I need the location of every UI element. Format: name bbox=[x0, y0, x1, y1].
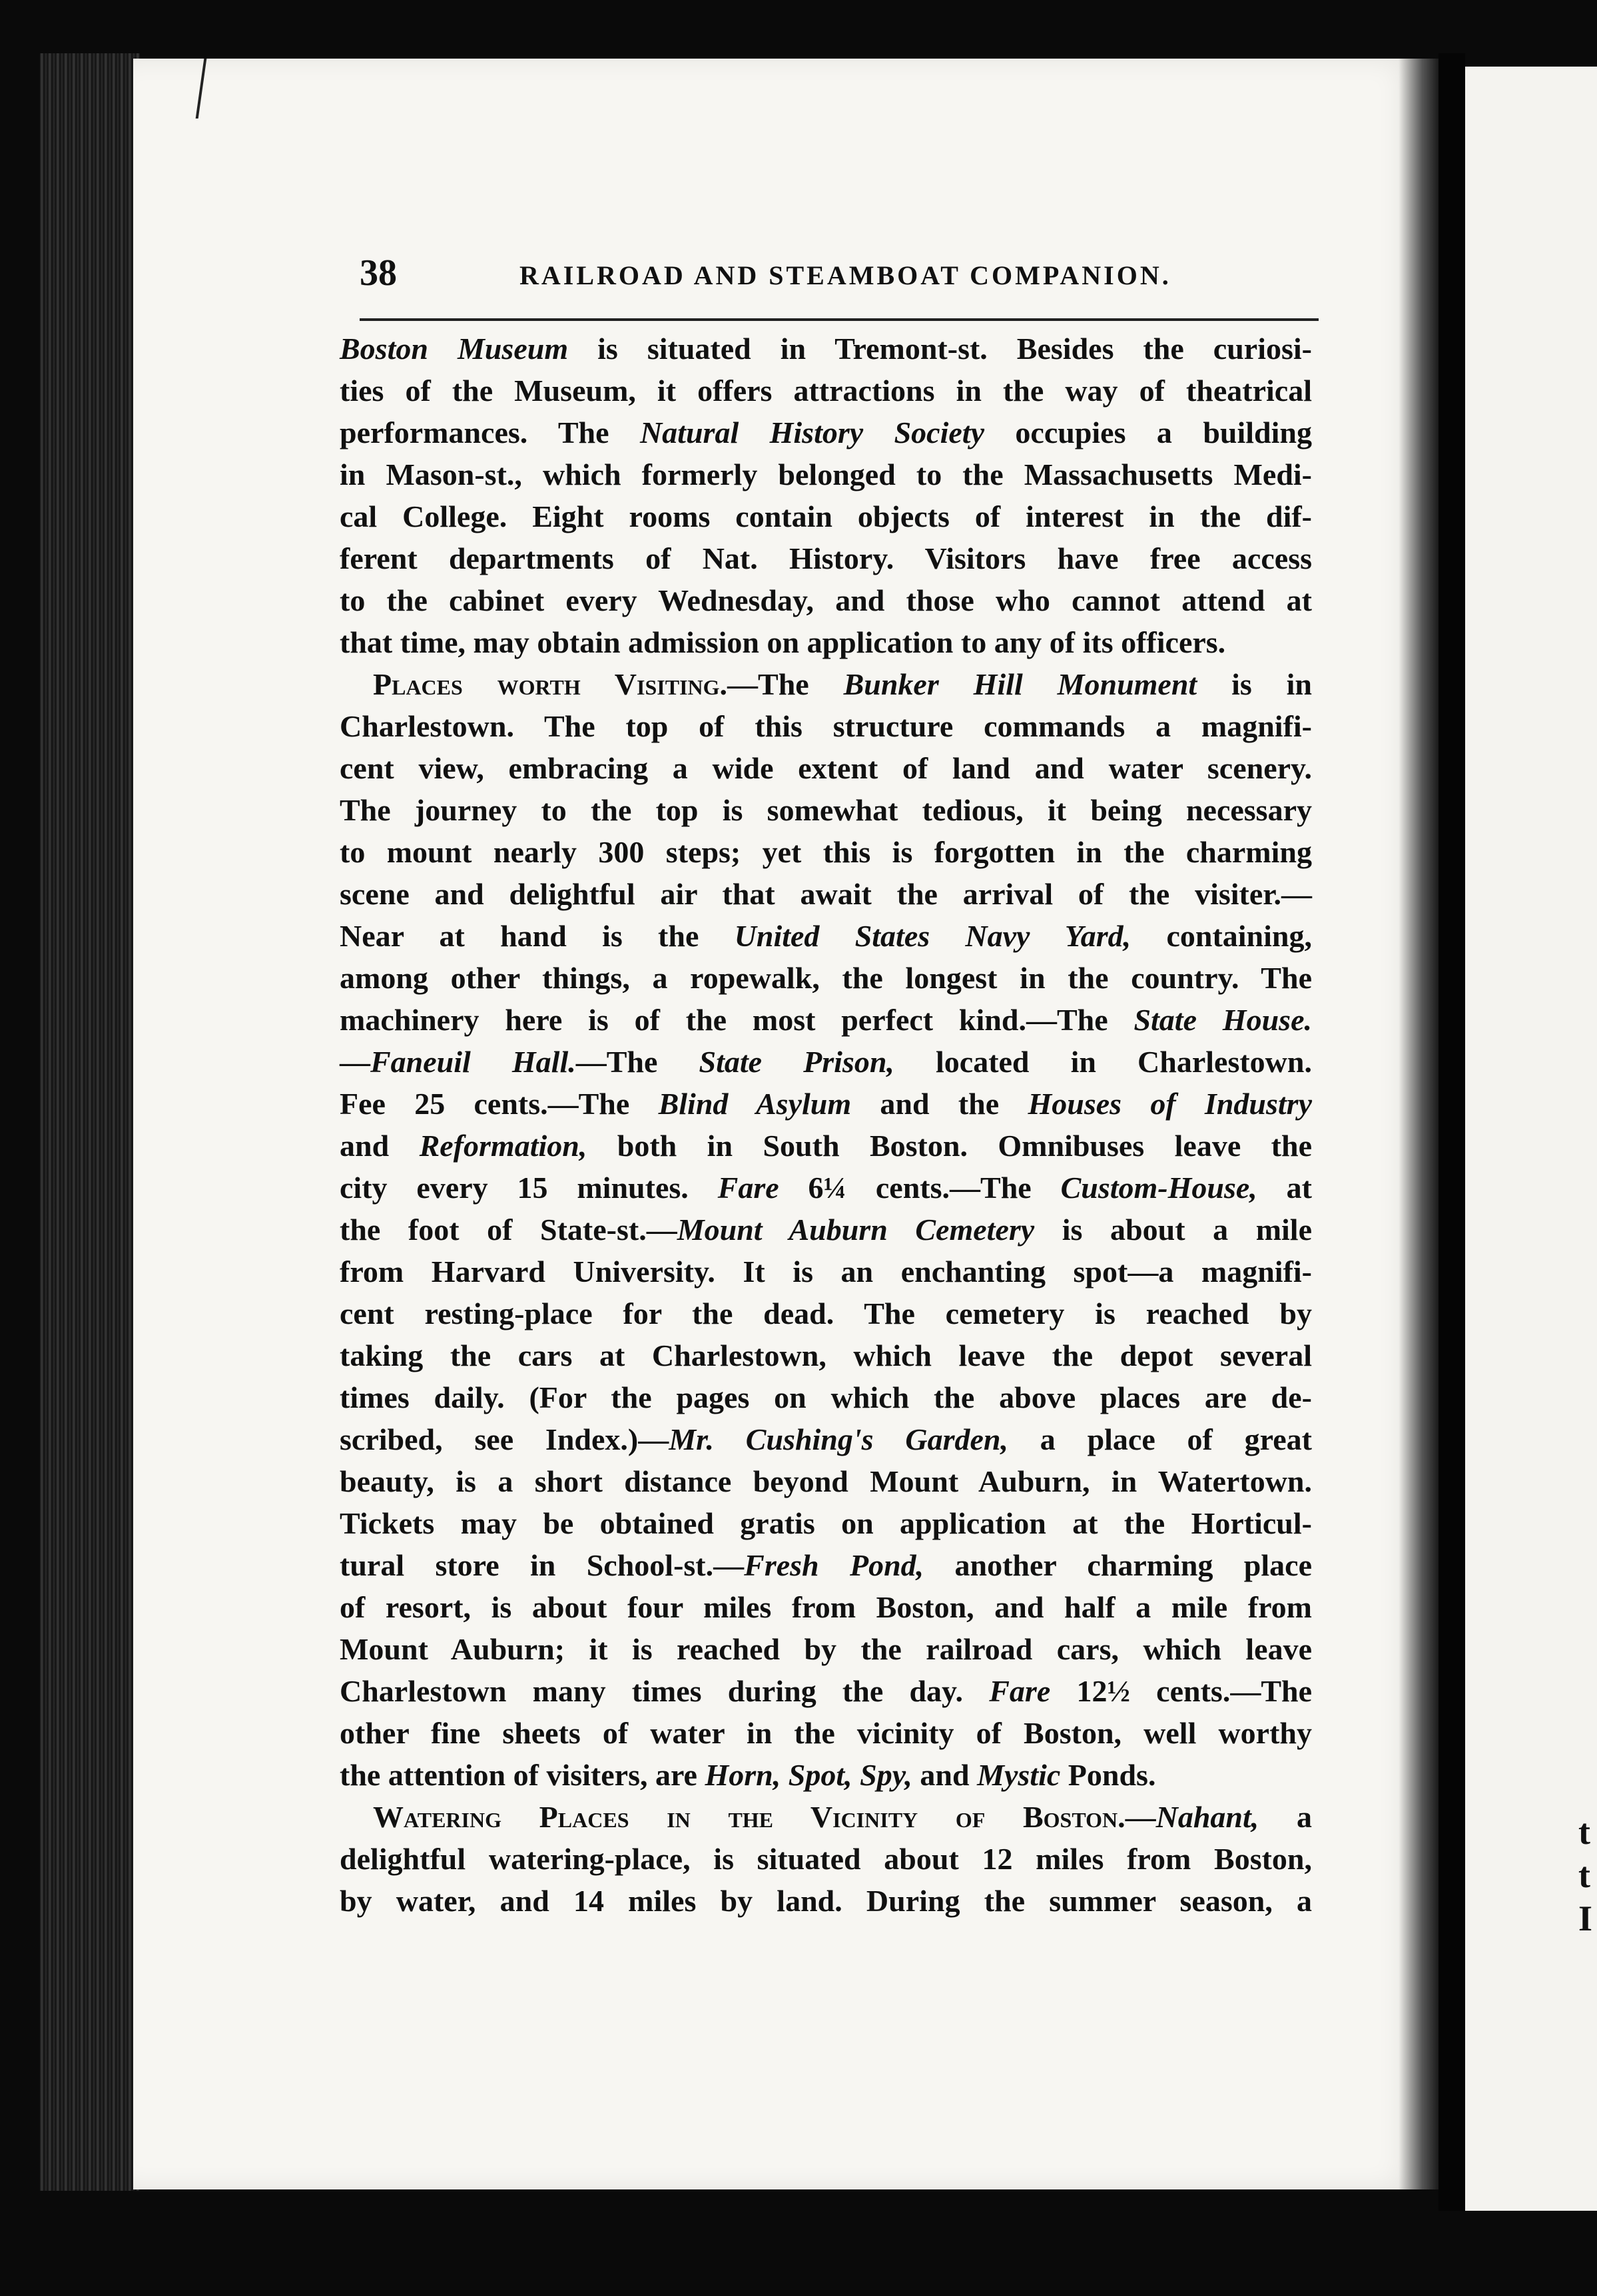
page-corner-fold bbox=[136, 59, 207, 119]
text-line: cent view, embracing a wide extent of land and water scenery. bbox=[340, 751, 1312, 785]
line-text: Ponds. bbox=[1060, 1758, 1156, 1792]
text-line bbox=[340, 328, 1312, 370]
line-text: is about a mile bbox=[1034, 1213, 1312, 1247]
text-line: other fine sheets of water in the vicinity of Boston, well worthy bbox=[340, 1716, 1312, 1750]
text-line bbox=[340, 1083, 1312, 1125]
italic-term: State Prison, bbox=[699, 1045, 894, 1079]
line-text: machinery here is of the most perfect kind.—The bbox=[340, 1003, 1134, 1037]
text-line bbox=[340, 1754, 1312, 1796]
text-line bbox=[340, 663, 1312, 705]
italic-term: Custom-House, bbox=[1060, 1171, 1257, 1205]
text-line bbox=[340, 1418, 1312, 1460]
page-number: 38 bbox=[360, 252, 397, 294]
facing-page bbox=[1465, 67, 1597, 2211]
text-line: ties of the Museum, it offers attractions in the way of theatrical bbox=[340, 374, 1312, 408]
italic-term: Fresh Pond, bbox=[744, 1548, 924, 1582]
text-line: times daily. (For the pages on which the above places are de- bbox=[340, 1380, 1312, 1414]
text-line bbox=[340, 915, 1312, 957]
line-text: a place of great bbox=[1008, 1422, 1312, 1456]
line-text: the attention of visiters, are bbox=[340, 1758, 705, 1792]
line-text: occupies a building bbox=[984, 416, 1312, 449]
facing-page-fragment: t bbox=[1578, 1855, 1590, 1895]
italic-term: Reformation, bbox=[419, 1129, 587, 1163]
text-line: scene and delightful air that await the arrival of the visiter.— bbox=[340, 877, 1312, 911]
header-rule bbox=[360, 318, 1319, 321]
italic-term: Mr. Cushing's Garden, bbox=[669, 1422, 1008, 1456]
line-text: —The bbox=[727, 667, 844, 701]
page-gutter-shadow bbox=[1399, 59, 1438, 2189]
facing-page-fragment: t bbox=[1578, 1812, 1590, 1852]
line-text: located in Charlestown. bbox=[894, 1045, 1312, 1079]
line-text: Fee 25 cents.—The bbox=[340, 1087, 659, 1121]
text-line: among other things, a ropewalk, the longest in the country. The bbox=[340, 961, 1312, 995]
italic-term: Boston Museum bbox=[340, 332, 569, 366]
line-text: and bbox=[912, 1758, 978, 1792]
line-text: —The bbox=[575, 1045, 699, 1079]
italic-term: Nahant, bbox=[1155, 1800, 1259, 1834]
italic-term: United States Navy Yard, bbox=[734, 919, 1131, 953]
italic-term: Bunker Hill Monument bbox=[843, 667, 1197, 701]
text-line bbox=[340, 1125, 1312, 1167]
text-line: Charlestown. The top of this structure commands a magnifi- bbox=[340, 709, 1312, 743]
text-line: cent resting-place for the dead. The cemetery is reached by bbox=[340, 1296, 1312, 1330]
italic-term: Horn, Spot, Spy, bbox=[705, 1758, 912, 1792]
text-line: cal College. Eight rooms contain objects of interest in the dif- bbox=[340, 499, 1312, 533]
text-line: by water, and 14 miles by land. During the summer season, a bbox=[340, 1884, 1312, 1918]
line-text: containing, bbox=[1131, 919, 1312, 953]
text-line: taking the cars at Charlestown, which leave the depot several bbox=[340, 1338, 1312, 1372]
italic-term: Fare bbox=[989, 1674, 1051, 1708]
body-text bbox=[340, 328, 1312, 1922]
text-line: to the cabinet every Wednesday, and those who cannot attend at bbox=[340, 583, 1312, 617]
book-gutter bbox=[1438, 53, 1465, 2211]
book-spine-edge bbox=[40, 53, 140, 2191]
text-line bbox=[340, 1209, 1312, 1251]
line-text: performances. The bbox=[340, 416, 640, 449]
text-line bbox=[340, 412, 1312, 453]
text-line bbox=[340, 1670, 1312, 1712]
text-line bbox=[340, 999, 1312, 1041]
line-text: the foot of State-st.— bbox=[340, 1213, 677, 1247]
italic-term: Mystic bbox=[977, 1758, 1061, 1792]
text-line: that time, may obtain admission on application to any of its officers. bbox=[340, 625, 1226, 659]
italic-term: Mount Auburn Cemetery bbox=[677, 1213, 1035, 1247]
text-line: to mount nearly 300 steps; yet this is forgotten in the charming bbox=[340, 835, 1312, 869]
section-heading: Watering Places in the Vicinity of Boston. bbox=[373, 1800, 1125, 1834]
text-line bbox=[340, 1167, 1312, 1209]
text-line: beauty, is a short distance beyond Mount Auburn, in Watertown. bbox=[340, 1464, 1312, 1498]
line-text: Near at hand is the bbox=[340, 919, 735, 953]
text-line: Tickets may be obtained gratis on application at the Horticul- bbox=[340, 1506, 1312, 1540]
line-text: scribed, see Index.)— bbox=[340, 1422, 669, 1456]
italic-term: Houses of Industry bbox=[1028, 1087, 1312, 1121]
italic-term: Faneuil Hall. bbox=[370, 1045, 576, 1079]
line-text: 12½ cents.—The bbox=[1050, 1674, 1312, 1708]
line-text: Charlestown many times during the day. bbox=[340, 1674, 990, 1708]
running-head: RAILROAD AND STEAMBOAT COMPANION. bbox=[519, 260, 1171, 290]
italic-term: Natural History Society bbox=[639, 416, 984, 449]
line-text: both in South Boston. Omnibuses leave the bbox=[587, 1129, 1312, 1163]
line-text: city every 15 minutes. bbox=[340, 1171, 718, 1205]
line-text: is situated in Tremont-st. Besides the curiosi- bbox=[568, 332, 1312, 366]
line-text: a bbox=[1259, 1800, 1312, 1834]
italic-term: State House. bbox=[1133, 1003, 1312, 1037]
facing-page-fragment: I bbox=[1578, 1898, 1593, 1938]
italic-term: Fare bbox=[717, 1171, 779, 1205]
page-header bbox=[360, 252, 1319, 305]
text-line: from Harvard University. It is an enchanting spot—a magnifi- bbox=[340, 1255, 1312, 1289]
line-text: at bbox=[1257, 1171, 1312, 1205]
line-text: is in bbox=[1197, 667, 1312, 701]
line-text: — bbox=[1125, 1800, 1156, 1834]
line-text: tural store in School-st.— bbox=[340, 1548, 745, 1582]
text-line: in Mason-st., which formerly belonged to the Massachusetts Medi- bbox=[340, 457, 1312, 491]
italic-term: Blind Asylum bbox=[658, 1087, 852, 1121]
text-line: The journey to the top is somewhat tedious, it being necessary bbox=[340, 793, 1312, 827]
text-line bbox=[340, 1796, 1312, 1838]
line-text: and bbox=[340, 1129, 420, 1163]
line-text: — bbox=[340, 1045, 370, 1079]
line-text: 6¼ cents.—The bbox=[779, 1171, 1061, 1205]
text-line: delightful watering-place, is situated about 12 miles from Boston, bbox=[340, 1842, 1312, 1876]
text-line bbox=[340, 1041, 1312, 1083]
text-line: Mount Auburn; it is reached by the railroad cars, which leave bbox=[340, 1632, 1312, 1666]
text-line bbox=[340, 1544, 1312, 1586]
line-text: and the bbox=[851, 1087, 1028, 1121]
section-heading: Places worth Visiting. bbox=[373, 667, 728, 701]
line-text: another charming place bbox=[924, 1548, 1312, 1582]
text-line: of resort, is about four miles from Boston, and half a mile from bbox=[340, 1590, 1312, 1624]
text-line: ferent departments of Nat. History. Visitors have free access bbox=[340, 541, 1312, 575]
